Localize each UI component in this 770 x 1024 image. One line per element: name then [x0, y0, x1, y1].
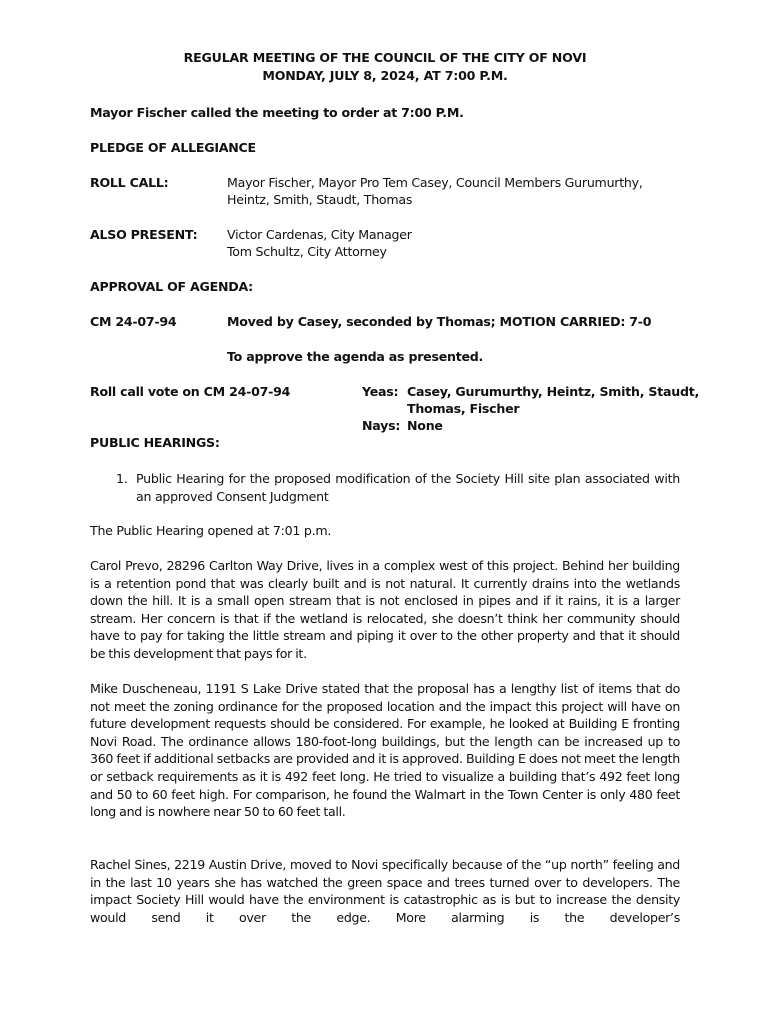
paragraph-sines: Rachel Sines, 2219 Austin Drive, moved to Novi specifically because of the “up north” feeling and in the last 10 years she has watched the green space and trees turned over to developers. The impact Society Hill would have the environment is catastrophic as is but to increase the density would send it over the edge. More alarming is the developer’s [90, 857, 680, 925]
also-present-line-1: Victor Cardenas, City Manager [227, 227, 412, 242]
meeting-date: MONDAY, JULY 8, 2024, AT 7:00 P.M. [262, 68, 508, 83]
yeas-label: Yeas: [362, 384, 399, 399]
approval-of-agenda-heading: APPROVAL OF AGENDA: [90, 279, 253, 294]
yeas-line-2: Thomas, Fischer [407, 401, 520, 416]
public-hearings-heading: PUBLIC HEARINGS: [90, 435, 220, 450]
yeas-line-1: Casey, Gurumurthy, Heintz, Smith, Staudt, [407, 384, 700, 399]
paragraph-prevo: Carol Prevo, 28296 Carlton Way Drive, lives in a complex west of this project. Behind her building is a retention pond that was clearly built and is not natural. It currently drains into the wetlands down the hill. It is a small open stream that is not enclosed in pipes and if it rains, it is a larger stream. Her concern is that if the wetland is relocated, she doesn’t think her community should have to pay for taking the little stream and piping it over to the other property and that it should be this development that pays for it. [90, 558, 680, 661]
meeting-title: REGULAR MEETING OF THE COUNCIL OF THE CITY OF NOVI [183, 50, 587, 65]
nays-value: None [407, 418, 443, 433]
call-to-order: Mayor Fischer called the meeting to order at 7:00 P.M. [90, 105, 464, 120]
roll-call-line-2: Heintz, Smith, Staudt, Thomas [227, 192, 413, 207]
roll-call-line-1: Mayor Fischer, Mayor Pro Tem Casey, Council Members Gurumurthy, [227, 175, 643, 190]
roll-call-vote-label: Roll call vote on CM 24-07-94 [90, 384, 291, 399]
pledge-heading: PLEDGE OF ALLEGIANCE [90, 140, 256, 155]
hearing-opened: The Public Hearing opened at 7:01 p.m. [90, 523, 332, 538]
motion-id: CM 24-07-94 [90, 314, 177, 329]
also-present-line-2: Tom Schultz, City Attorney [227, 244, 387, 259]
paragraph-duscheneau: Mike Duscheneau, 1191 S Lake Drive stated that the proposal has a lengthy list of items that do not meet the zoning ordinance for the proposed location and the impact this project will have on future development requests should be considered. For example, he looked at Building E fronting Novi Road. The ordinance allows 180-foot-long buildings, but the length can be increased up to 360 feet if additional setbacks are provided and it is approved. Building E does not meet the length or setback requirements as it is 492 feet long. He tried to visualize a building that’s 492 feet long and 50 to 60 feet high. For comparison, he found the Walmart in the Town Center is only 480 feet long and is nowhere near 50 to 60 feet tall. [90, 681, 680, 820]
motion-text: Moved by Casey, seconded by Thomas; MOTION CARRIED: 7-0 [227, 314, 652, 329]
hearing-item-text: Public Hearing for the proposed modification of the Society Hill site plan associated with an approved Consent Judgment [136, 471, 680, 504]
hearing-item-number: 1. [116, 471, 128, 486]
nays-label: Nays: [362, 418, 401, 433]
also-present-label: ALSO PRESENT: [90, 227, 198, 242]
roll-call-label: ROLL CALL: [90, 175, 169, 190]
motion-purpose: To approve the agenda as presented. [227, 349, 484, 364]
